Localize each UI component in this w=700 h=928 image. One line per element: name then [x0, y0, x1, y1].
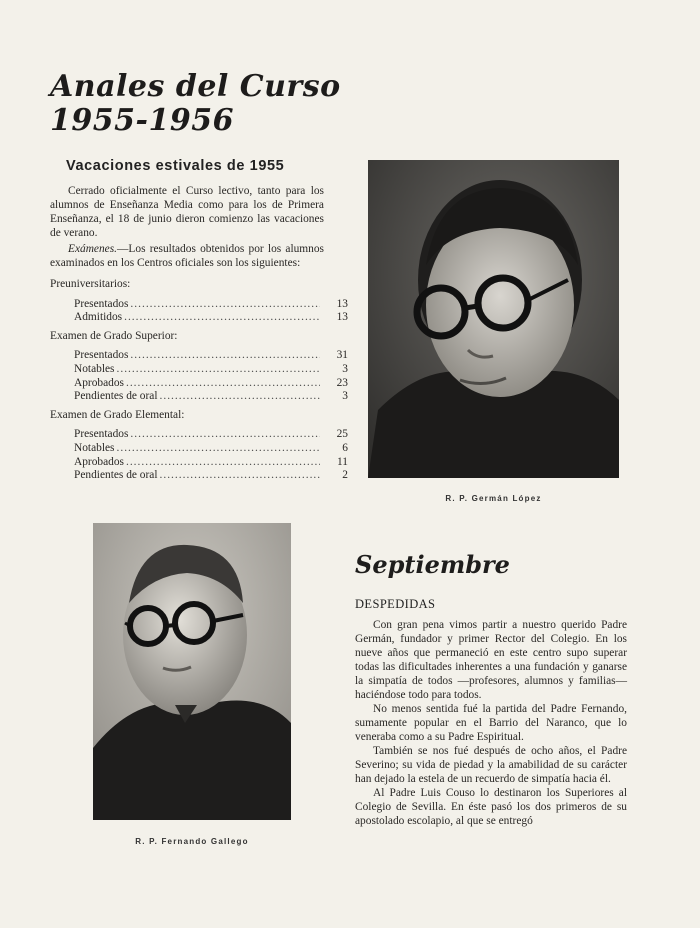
exam-result-label: Presentados	[74, 297, 129, 310]
photo-fernando-gallego	[93, 523, 291, 820]
exam-group-title: Preuniversitarios:	[50, 278, 131, 290]
title-line-1: Anales del Curso	[50, 69, 341, 104]
exam-result-row	[50, 469, 348, 483]
exam-result-row	[50, 456, 348, 470]
exam-result-label: Presentados	[74, 349, 129, 362]
caption-fernando-gallego: R. P. Fernando Gallego	[135, 837, 249, 846]
leader-dots	[124, 311, 320, 325]
despedidas-paragraph: Al Padre Luis Couso lo destinaron los Superiores al Colegio de Sevilla. En éste pasó los dos primeros de su apostolado escolapio, al que se entregó	[355, 787, 627, 827]
intro-paragraph: Cerrado oficialmente el Curso lectivo, tanto para los alumnos de Enseñanza Media como para los de Primera Enseñanza, el 18 de junio dieron comienzo las vacaciones de verano.	[50, 185, 324, 239]
leader-dots	[130, 298, 320, 312]
exam-result-row	[50, 298, 348, 312]
exam-result-value: 13	[336, 311, 348, 324]
exam-result-value: 31	[336, 349, 348, 362]
exam-result-value: 13	[336, 297, 348, 310]
portrait-fernando-icon	[93, 523, 291, 820]
leader-dots	[117, 363, 321, 377]
despedidas-paragraph: No menos sentida fué la partida del Padre Fernando, sumamente popular en el Barrio del Naranco, que lo veneraba como a su Padre Espiritual.	[355, 703, 627, 743]
exam-result-label: Notables	[74, 362, 115, 375]
leader-dots	[117, 442, 321, 456]
left-column-body	[50, 184, 348, 488]
exam-result-label: Pendientes de oral	[74, 390, 158, 403]
month-heading: Septiembre	[355, 550, 510, 579]
exam-result-value: 11	[337, 455, 348, 468]
exam-result-row	[50, 390, 348, 404]
exam-group	[50, 408, 348, 483]
leader-dots	[126, 456, 320, 470]
exam-group	[50, 278, 348, 325]
exam-result-row	[50, 311, 348, 325]
right-column-body	[355, 618, 627, 828]
exam-result-row	[50, 442, 348, 456]
leader-dots	[130, 428, 320, 442]
exam-group	[50, 329, 348, 404]
leader-dots	[130, 349, 320, 363]
despedidas-paragraph: Con gran pena vimos partir a nuestro querido Padre Germán, fundador y primer Rector del Colegio. En los nueve años que permaneció en este centro supo superar todas las dificultades inherentes a una fundación y ganarse la simpatía de todos —profesores, alumnos y familias— haciéndose todo para todos.	[355, 619, 627, 701]
exam-group-title: Examen de Grado Elemental:	[50, 408, 185, 421]
exam-result-label: Aprobados	[74, 455, 124, 468]
section-label-despedidas: DESPEDIDAS	[355, 597, 436, 611]
leader-dots	[160, 390, 320, 404]
exam-result-label: Presentados	[74, 428, 129, 441]
exam-result-row	[50, 349, 348, 363]
title-line-2: 1955-1956	[50, 103, 234, 138]
photo-german-lopez	[368, 160, 619, 478]
exam-group-title: Examen de Grado Superior:	[50, 329, 178, 342]
exam-result-row	[50, 377, 348, 391]
exams-paragraph	[50, 242, 324, 270]
exam-result-value: 3	[342, 362, 348, 375]
portrait-german-icon	[368, 160, 619, 478]
exam-result-row	[50, 428, 348, 442]
leader-dots	[160, 469, 320, 483]
section-heading-vacaciones: Vacaciones estivales de 1955	[66, 158, 285, 174]
exam-result-value: 23	[336, 376, 348, 389]
exam-result-value: 2	[342, 469, 348, 482]
exam-result-label: Notables	[74, 441, 115, 454]
exam-result-label: Admitidos	[74, 311, 123, 324]
exam-result-row	[50, 363, 348, 377]
exam-result-label: Aprobados	[74, 376, 124, 389]
exams-label: Exámenes.	[68, 243, 118, 255]
exam-result-value: 6	[342, 441, 348, 454]
exam-results	[50, 278, 348, 483]
exams-text: —Los resultados obtenidos por los alumnos examinados en los Centros oficiales son los siguientes:	[50, 243, 324, 269]
exam-result-label: Pendientes de oral	[74, 469, 158, 482]
caption-german-lopez: R. P. Germán López	[445, 494, 542, 503]
page-title	[50, 70, 341, 138]
exam-result-value: 25	[336, 428, 348, 441]
despedidas-paragraph: También se nos fué después de ocho años, el Padre Severino; su vida de piedad y la amabilidad de su carácter han dejado la estela de un recuerdo de simpatía hacia él.	[355, 745, 627, 785]
leader-dots	[126, 377, 320, 391]
exam-result-value: 3	[342, 390, 348, 403]
